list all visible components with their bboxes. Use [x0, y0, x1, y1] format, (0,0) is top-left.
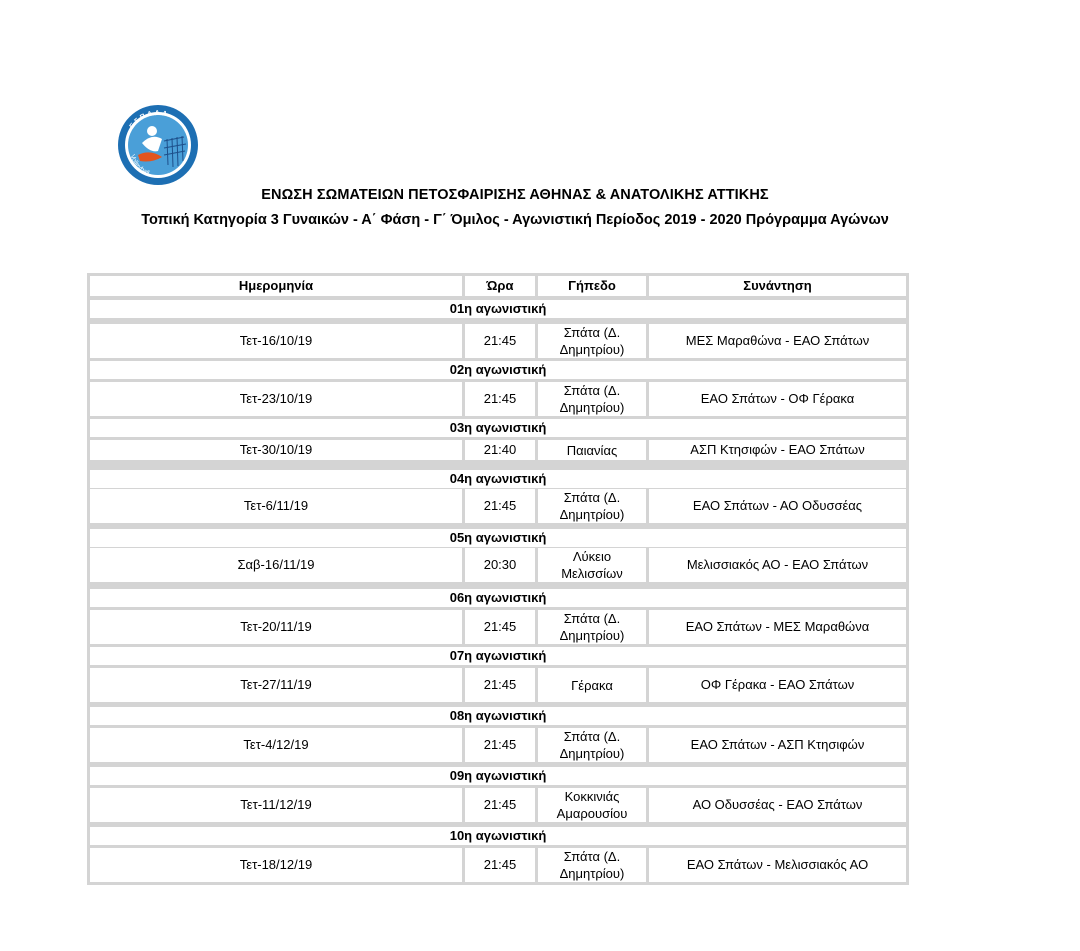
- column-header-match: Συνάντηση: [649, 276, 906, 296]
- round-header: 02η αγωνιστική: [90, 361, 906, 379]
- schedule-table: [87, 273, 909, 885]
- page-subtitle: Τοπική Κατηγορία 3 Γυναικών - Α΄ Φάση - Γ΄ Όμιλος - Αγωνιστική Περίοδος 2019 - 2020 Πρόγραμμα Αγώνων: [141, 212, 889, 228]
- round-header: 08η αγωνιστική: [90, 707, 906, 725]
- time-cell: 21:45: [465, 848, 535, 882]
- match-cell: ΟΦ Γέρακα - ΕΑΟ Σπάτων: [649, 668, 906, 702]
- column-header-time: Ώρα: [465, 276, 535, 296]
- venue-cell: Γέρακα: [538, 668, 646, 702]
- round-header: 01η αγωνιστική: [90, 300, 906, 318]
- time-cell: 21:45: [465, 788, 535, 822]
- time-cell: 21:45: [465, 382, 535, 416]
- association-logo: [112, 103, 204, 185]
- venue-cell: Λύκειο Μελισσίων: [538, 548, 646, 582]
- match-cell: ΑΟ Οδυσσέας - ΕΑΟ Σπάτων: [649, 788, 906, 822]
- venue-cell: Σπάτα (Δ. Δημητρίου): [538, 489, 646, 523]
- date-cell: Τετ-20/11/19: [90, 610, 462, 644]
- match-cell: ΜΕΣ Μαραθώνα - ΕΑΟ Σπάτων: [649, 324, 906, 358]
- date-cell: Τετ-4/12/19: [90, 728, 462, 762]
- venue-cell: Παιανίας: [538, 440, 646, 460]
- match-cell: ΕΑΟ Σπάτων - ΑΟ Οδυσσέας: [649, 489, 906, 523]
- time-cell: 20:30: [465, 548, 535, 582]
- time-cell: 21:45: [465, 728, 535, 762]
- venue-cell: Σπάτα (Δ. Δημητρίου): [538, 324, 646, 358]
- time-cell: 21:45: [465, 668, 535, 702]
- time-cell: 21:45: [465, 324, 535, 358]
- venue-cell: Σπάτα (Δ. Δημητρίου): [538, 382, 646, 416]
- time-cell: 21:45: [465, 610, 535, 644]
- date-cell: Τετ-16/10/19: [90, 324, 462, 358]
- date-cell: Τετ-6/11/19: [90, 489, 462, 523]
- venue-cell: Σπάτα (Δ. Δημητρίου): [538, 728, 646, 762]
- round-header: 06η αγωνιστική: [90, 589, 906, 607]
- match-cell: ΑΣΠ Κτησιφών - ΕΑΟ Σπάτων: [649, 440, 906, 460]
- date-cell: Τετ-23/10/19: [90, 382, 462, 416]
- round-header: 04η αγωνιστική: [90, 470, 906, 488]
- volleyball-logo-icon: [112, 103, 204, 185]
- date-cell: Τετ-30/10/19: [90, 440, 462, 460]
- round-header: 05η αγωνιστική: [90, 529, 906, 547]
- round-header: 07η αγωνιστική: [90, 647, 906, 665]
- time-cell: 21:40: [465, 440, 535, 460]
- svg-text:Volleyball: Volleyball: [128, 153, 151, 178]
- match-cell: ΕΑΟ Σπάτων - ΑΣΠ Κτησιφών: [649, 728, 906, 762]
- venue-cell: Κοκκινιάς Αμαρουσίου: [538, 788, 646, 822]
- round-header: 03η αγωνιστική: [90, 419, 906, 437]
- match-cell: Μελισσιακός ΑΟ - ΕΑΟ Σπάτων: [649, 548, 906, 582]
- match-cell: ΕΑΟ Σπάτων - ΜΕΣ Μαραθώνα: [649, 610, 906, 644]
- venue-cell: Σπάτα (Δ. Δημητρίου): [538, 610, 646, 644]
- date-cell: Σαβ-16/11/19: [90, 548, 462, 582]
- match-cell: ΕΑΟ Σπάτων - ΟΦ Γέρακα: [649, 382, 906, 416]
- round-header: 09η αγωνιστική: [90, 767, 906, 785]
- column-header-venue: Γήπεδο: [538, 276, 646, 296]
- venue-cell: Σπάτα (Δ. Δημητρίου): [538, 848, 646, 882]
- date-cell: Τετ-27/11/19: [90, 668, 462, 702]
- time-cell: 21:45: [465, 489, 535, 523]
- date-cell: Τετ-11/12/19: [90, 788, 462, 822]
- date-cell: Τετ-18/12/19: [90, 848, 462, 882]
- column-header-date: Ημερομηνία: [90, 276, 462, 296]
- round-header: 10η αγωνιστική: [90, 827, 906, 845]
- page-title: ΕΝΩΣΗ ΣΩΜΑΤΕΙΩΝ ΠΕΤΟΣΦΑΙΡΙΣΗΣ ΑΘΗΝΑΣ & ΑΝΑΤΟΛΙΚΗΣ ΑΤΤΙΚΗΣ: [261, 187, 769, 203]
- svg-text:Ε.Σ.Π.Α.Α.Α.: Ε.Σ.Π.Α.Α.Α.: [128, 109, 171, 131]
- match-cell: ΕΑΟ Σπάτων - Μελισσιακός ΑΟ: [649, 848, 906, 882]
